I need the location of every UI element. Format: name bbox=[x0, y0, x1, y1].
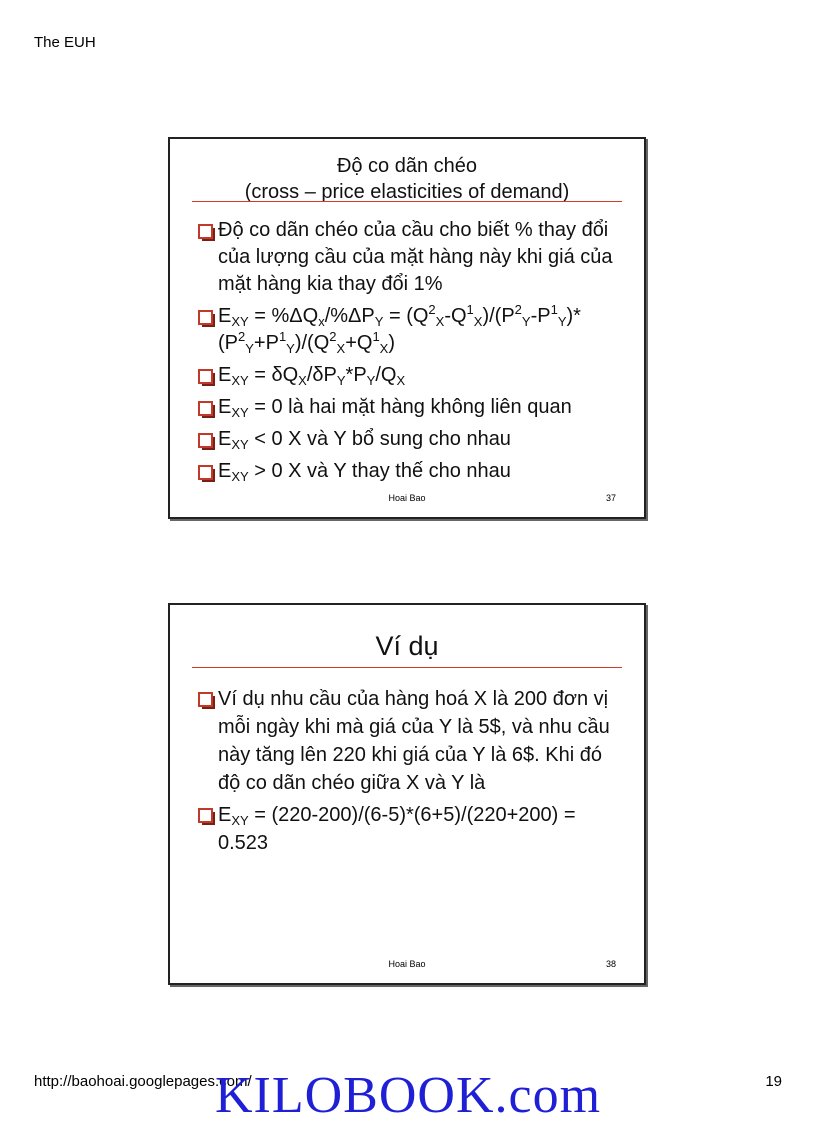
bullet-text: = (220-200)/(6-5)*(6+5)/(220+200) = 0.523 bbox=[218, 804, 576, 854]
slide-title: Ví dụ bbox=[375, 631, 439, 661]
bullet-formula-arc bbox=[198, 303, 618, 357]
bullet-text: > 0 X và Y thay thế cho nhau bbox=[248, 460, 511, 482]
square-bullet-icon bbox=[198, 369, 213, 384]
square-bullet-icon bbox=[198, 310, 213, 325]
bullet-text: < 0 X và Y bổ sung cho nhau bbox=[248, 428, 511, 450]
bullet-formula-point bbox=[198, 362, 618, 389]
bullet-text: Ví dụ nhu cầu của hàng hoá X là 200 đơn vị mỗi ngày khi mà giá của Y là 5$, và nhu cầu này tăng lên 220 khi giá của Y là 6$. Khi đó độ co dãn chéo giữa X và Y là bbox=[218, 688, 610, 794]
square-bullet-icon bbox=[198, 401, 213, 416]
formula-point: $E_{XY} = \delta Q_X/\delta P_Y*P_Y/Q_X$ bbox=[218, 364, 406, 388]
slide-footer-number: 38 bbox=[605, 959, 616, 969]
slide-title-line1: Độ co dãn chéo bbox=[336, 155, 478, 177]
bullet-text: Độ co dãn chéo của cầu cho biết % thay đổi của lượng cầu của mặt hàng này khi giá của mặt hàng kia thay đổi 1% bbox=[218, 219, 613, 295]
title-underline bbox=[192, 667, 622, 668]
bullet-list bbox=[198, 685, 618, 861]
bullet-list bbox=[198, 217, 618, 490]
slide-title bbox=[192, 153, 622, 205]
slide-footer-author: Hoai Bao bbox=[388, 959, 426, 969]
square-bullet-icon bbox=[198, 808, 213, 823]
slide-footer-number: 37 bbox=[605, 493, 616, 503]
bullet-substitutes: $E_{XY} > 0$ X và Y thay thế cho nhau bbox=[198, 458, 618, 485]
page-number: 19 bbox=[765, 1073, 782, 1090]
bullet-result: $E_{XY} = (220-200)/(6-5)*(6+5)/(220+200) = 0.523$ bbox=[198, 801, 618, 857]
slide-footer-author: Hoai Bao bbox=[388, 493, 426, 503]
page-header: The EUH bbox=[34, 34, 96, 51]
bullet-example bbox=[198, 685, 618, 797]
square-bullet-icon bbox=[198, 224, 213, 239]
footer-url-link[interactable]: http://baohoai.googlepages.com/ bbox=[34, 1073, 252, 1090]
square-bullet-icon bbox=[198, 692, 213, 707]
formula-arc: $E_{XY} = \%\Delta Q_x/\%\Delta P_Y = (Q^2_X-Q^1_X)/(P^2_Y-P^1_Y)*(P^2_Y+P^1_Y)/(Q^2_X+Q^1_X)$ bbox=[218, 302, 581, 356]
bullet-complements: $E_{XY} < 0$ X và Y bổ sung cho nhau bbox=[198, 426, 618, 453]
slide-37 bbox=[168, 137, 646, 519]
bullet-unrelated: $E_{XY} = 0$ là hai mặt hàng không liên quan bbox=[198, 394, 618, 421]
square-bullet-icon bbox=[198, 465, 213, 480]
title-underline bbox=[192, 201, 622, 202]
bullet-definition bbox=[198, 217, 618, 298]
bullet-text: = 0 là hai mặt hàng không liên quan bbox=[248, 396, 572, 418]
slide-title-line2: (cross – price elasticities of demand) bbox=[244, 181, 570, 203]
watermark-logo: KILOBOOK.com bbox=[215, 1067, 602, 1124]
square-bullet-icon bbox=[198, 433, 213, 448]
slide-38 bbox=[168, 603, 646, 985]
